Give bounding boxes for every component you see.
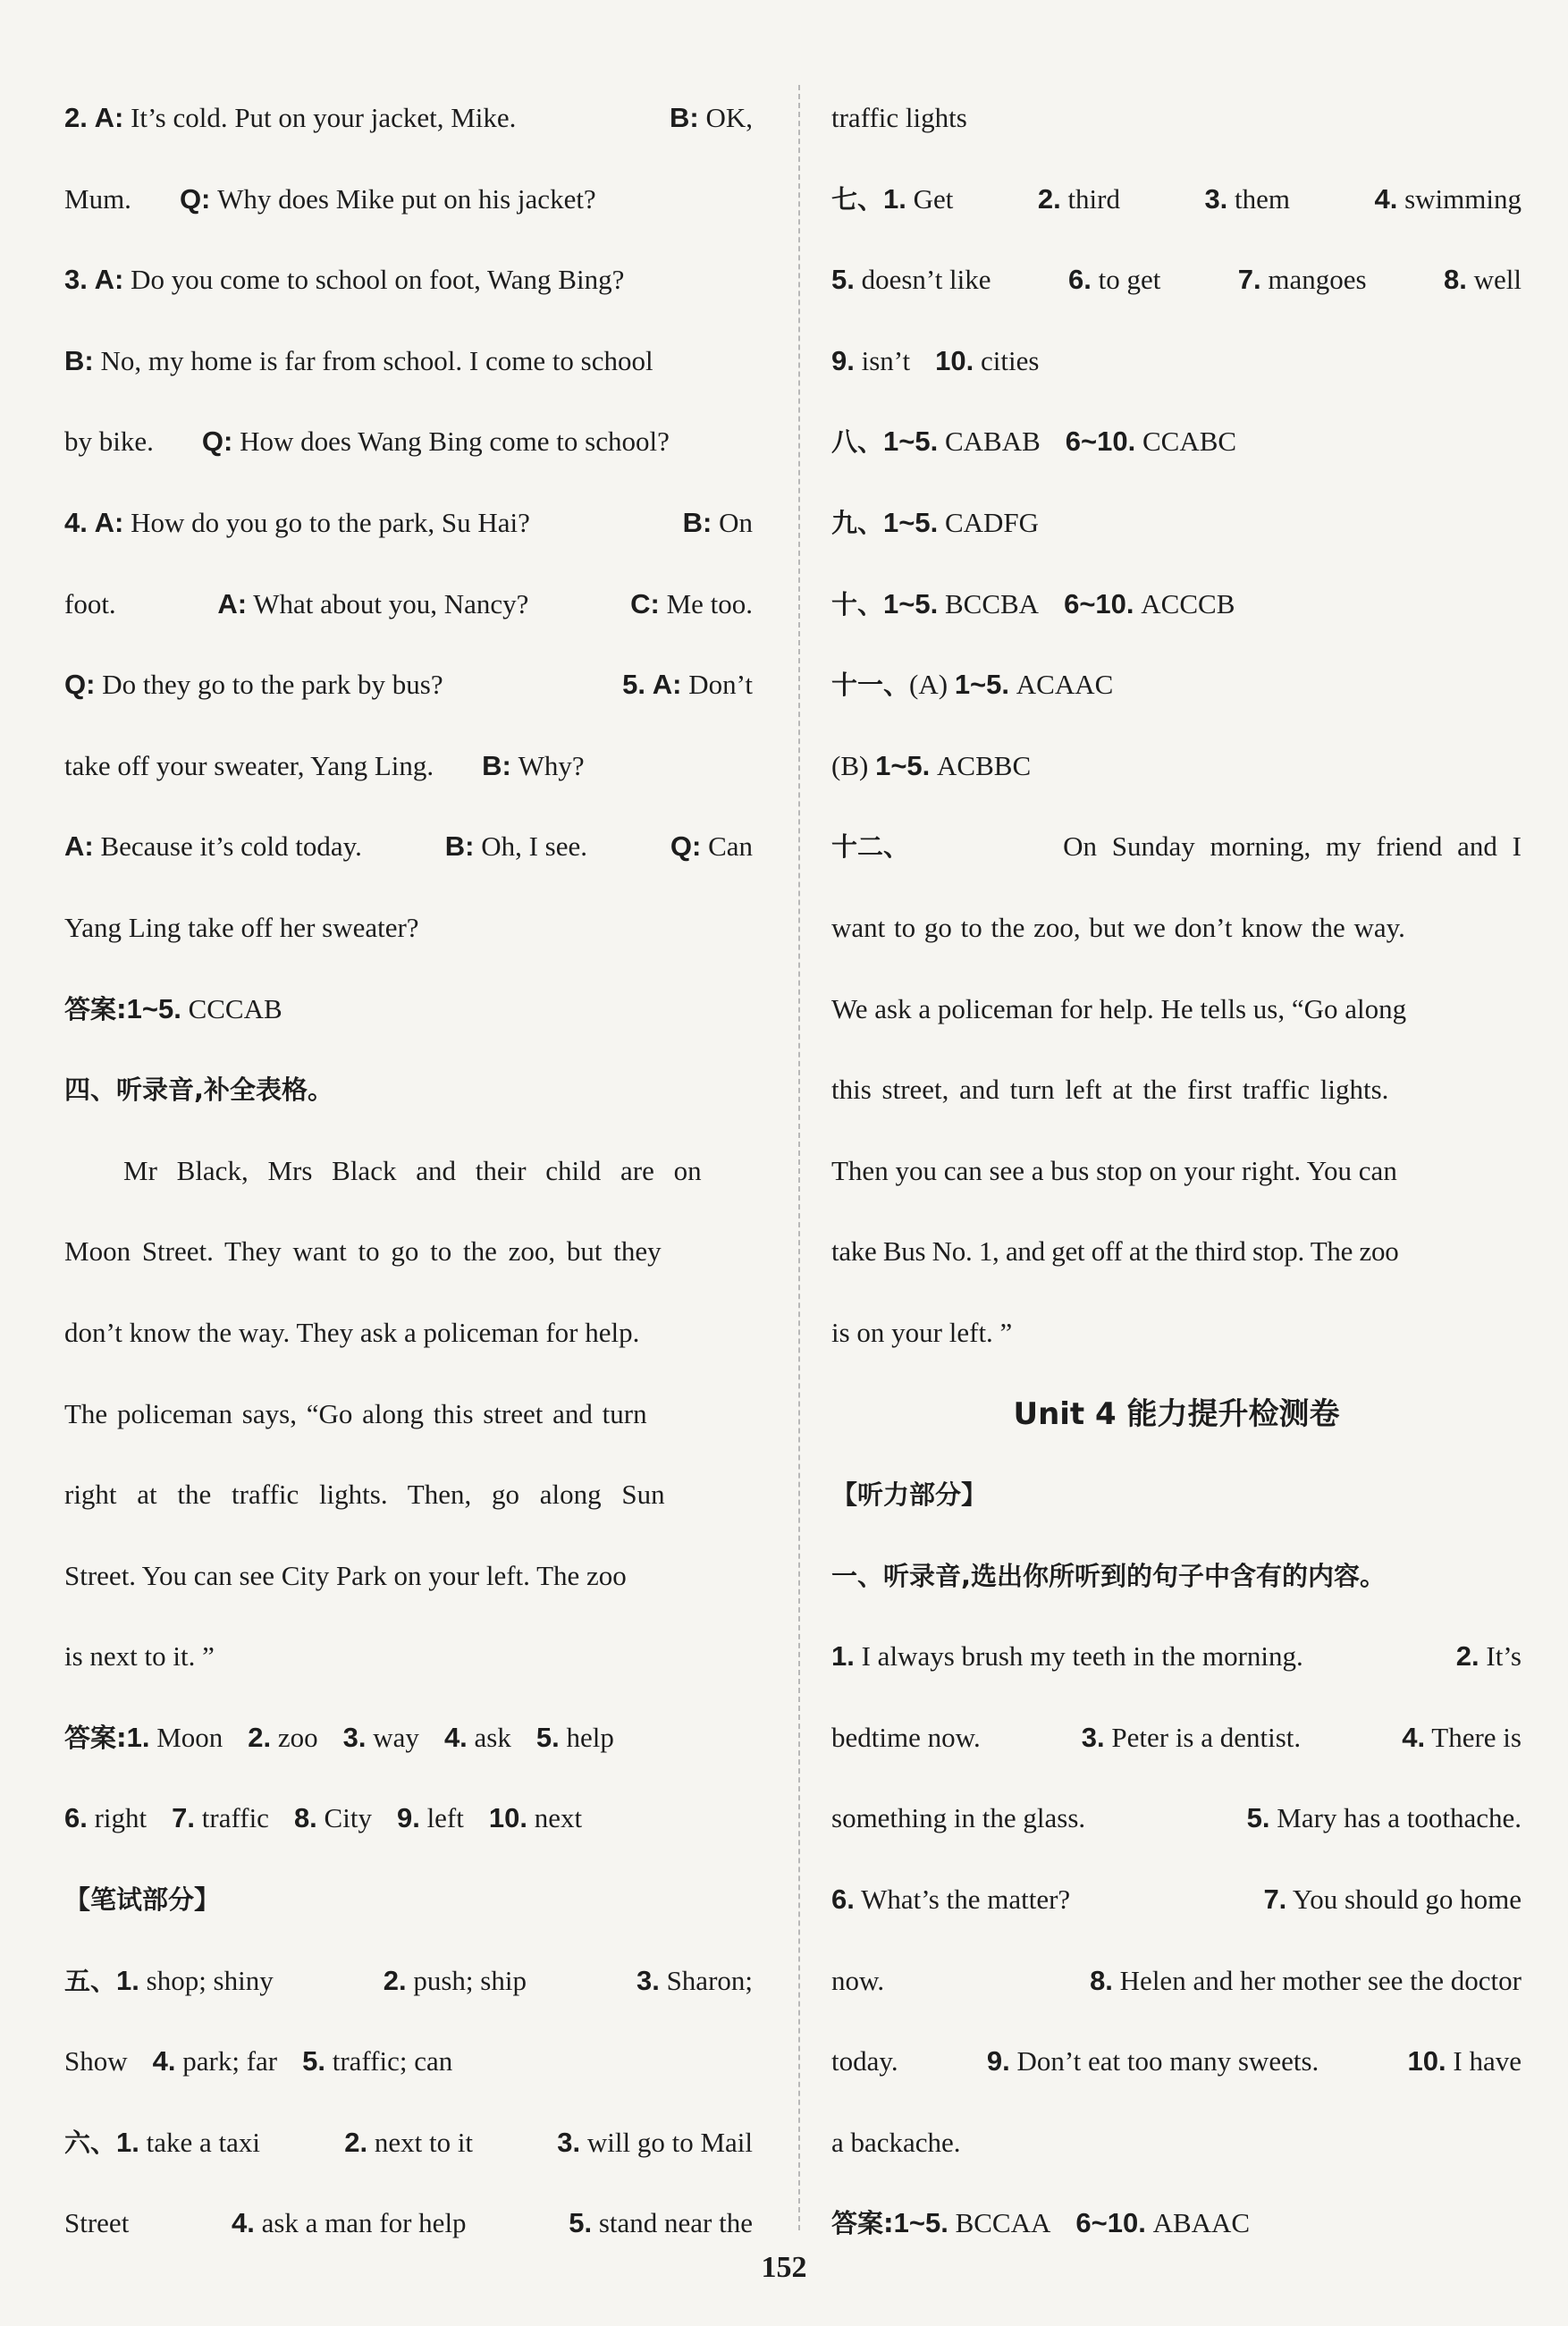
text-line: take Bus No. 1, and get off at the third stop. The zoo	[831, 1235, 1399, 1268]
text-line: Yang Ling take off her sweater?	[64, 911, 419, 943]
text-line: foot. A: What about you, Nancy? C: Me too.	[64, 587, 753, 619]
text-line: 6. What’s the matter? 7. You should go home	[831, 1884, 1522, 1916]
text-line: 4. A: How do you go to the park, Su Hai? B: On	[64, 506, 753, 538]
right-column	[831, 93, 1522, 2280]
column-divider	[798, 85, 800, 2230]
text-line: 十二、 On Sunday morning, my friend and I	[831, 830, 1522, 863]
text-line: Then you can see a bus stop on your right. You can	[831, 1154, 1397, 1186]
answer-line: 十一、 (A) 1~5. ACAAC	[831, 669, 1114, 701]
text-line: something in the glass. 5. Mary has a toothache.	[831, 1802, 1522, 1834]
unit-title: Unit 4 能力提升检测卷	[1013, 1395, 1340, 1432]
page-number: 152	[761, 2251, 807, 2284]
answer-line: 九、 1~5. CADFG	[831, 506, 1040, 538]
text-line: Mr Black, Mrs Black and their child are on	[123, 1154, 702, 1186]
section-heading: 【听力部分】	[831, 1479, 988, 1511]
text-line: is next to it. ”	[64, 1640, 215, 1673]
text-line: this street, and turn left at the first traffic lights.	[831, 1074, 1389, 1106]
text-line: right at the traffic lights. Then, go along Sun	[64, 1479, 665, 1511]
text-line: 2. A: It’s cold. Put on your jacket, Mike. B: OK,	[64, 102, 753, 133]
answer-line: 答案: 1. Moon 2. zoo 3. way 4. ask 5. help	[64, 1721, 614, 1753]
text-line: The policeman says, “Go along this street and turn	[64, 1397, 647, 1429]
answer-line: Street 4. ask a man for help 5. stand near the	[64, 2207, 753, 2239]
text-line: Street. You can see City Park on your left. The zoo	[64, 1559, 627, 1591]
answer-line: 五、1. shop; shiny 2. push; ship 3. Sharon;	[64, 1964, 753, 1996]
left-column	[64, 93, 753, 2280]
section-heading: 【笔试部分】	[64, 1884, 221, 1916]
answer-line: 十、 1~5. BCCBA 6~10. ACCCB	[831, 587, 1235, 619]
answer-line: 六、1. take a taxi 2. next to it 3. will go to Mail	[64, 2126, 753, 2158]
text-line: We ask a policeman for help. He tells us, “Go along	[831, 992, 1407, 1024]
text-line: is on your left. ”	[831, 1316, 1013, 1348]
answer-line: (B) 1~5. ACBBC	[831, 749, 1032, 781]
answer-line: Show 4. park; far 5. traffic; can	[64, 2045, 453, 2077]
section-heading: 四、听录音,补全表格。	[64, 1075, 334, 1106]
text-line: traffic lights	[831, 102, 967, 133]
answer-line: 七、1. Get 2. third 3. them 4. swimming	[831, 182, 1522, 215]
text-line: 1. I always brush my teeth in the morning. 2. It’s	[831, 1640, 1522, 1673]
text-line: today. 9. Don’t eat too many sweets. 10. I have	[831, 2045, 1522, 2077]
text-line: Mum. Q: Why does Mike put on his jacket?	[64, 182, 596, 215]
answer-line: 答案: 1~5. CCCAB	[64, 992, 282, 1024]
answer-line: 答案: 1~5. BCCAA 6~10. ABAAC	[831, 2207, 1251, 2239]
text-line: by bike. Q: How does Wang Bing come to school?	[64, 426, 670, 458]
text-line: don’t know the way. They ask a policeman for help.	[64, 1316, 640, 1348]
text-line: A: Because it’s cold today. B: Oh, I see. Q: Can	[64, 830, 753, 863]
text-line: Q: Do they go to the park by bus? 5. A: Don’t	[64, 669, 753, 701]
section-heading: 一、听录音,选出你所听到的句子中含有的内容。	[831, 1560, 1387, 1591]
text-line: B: No, my home is far from school. I come to school	[64, 344, 653, 376]
text-line: now. 8. Helen and her mother see the doctor	[831, 1964, 1522, 1996]
text-line: bedtime now. 3. Peter is a dentist. 4. There is	[831, 1721, 1522, 1753]
text-line: 3. A: Do you come to school on foot, Wang Bing?	[64, 264, 625, 296]
text-line: a backache.	[831, 2126, 961, 2158]
answer-line: 5. doesn’t like 6. to get 7. mangoes 8. well	[831, 264, 1522, 296]
answer-line: 八、 1~5. CABAB 6~10. CCABC	[831, 426, 1237, 458]
answer-line: 9. isn’t 10. cities	[831, 344, 1040, 376]
text-line: Moon Street. They want to go to the zoo, but they	[64, 1235, 662, 1268]
text-line: want to go to the zoo, but we don’t know the way.	[831, 911, 1405, 943]
answer-line: 6. right 7. traffic 8. City 9. left 10. next	[64, 1802, 583, 1834]
text-line: take off your sweater, Yang Ling. B: Why?	[64, 749, 585, 781]
